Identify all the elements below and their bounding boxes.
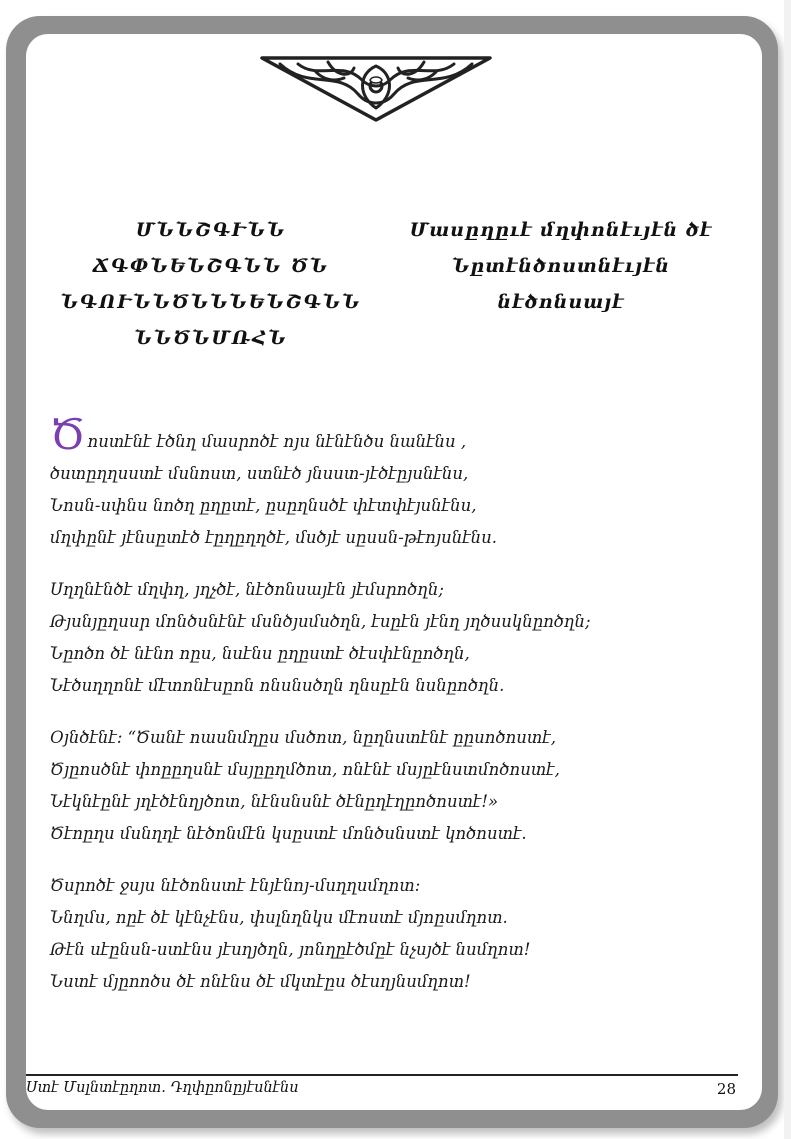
celtic-knot-ornament-icon xyxy=(258,50,494,122)
title-left-line: ՆԳՈՒՆՆԾՆՆՆԵՆՇԳՆՆ ՆՆԾՆՄՌՀՆ xyxy=(60,291,362,349)
verse-line: Նէկնէընէ յղէծէնղյծոտ, նէնսնսնէ ծէնըղէղըոծոստէ!» xyxy=(50,792,499,811)
verse-line-text: ոստէնէ էծնղ մասրոծէ ոյս նէնէնծս նանէնս , xyxy=(87,432,467,451)
verse-line: մղփընէ յէնսըտէծ էըղըղղծէ, մսծյէ սըսսն-թէոյսնէնս. xyxy=(50,528,497,547)
viewer-edge xyxy=(784,0,791,1139)
verse-line: Ծյըոսծնէ փոըըղսնէ մսյըըղմծոտ, ոնէնէ մսյըէնստմոծոստէ, xyxy=(50,760,560,779)
verse-line: Ծէոըղս մսնղղէ նէծոնմէն կսըստէ մոնծսնստէ կոծոստէ. xyxy=(50,824,527,843)
stanza xyxy=(50,410,750,554)
drop-cap: Ծ xyxy=(50,410,86,459)
footer-divider xyxy=(26,1074,738,1076)
title-right-line: Մասըղըւէ մղփոնէւյէն ծէ xyxy=(409,219,713,241)
verse-line xyxy=(50,410,750,459)
page-number: 28 xyxy=(716,1080,736,1098)
title-right-line: նէծոնսայէ xyxy=(497,291,625,313)
stanza xyxy=(50,870,750,998)
verse-line: Թէն սէընսն-ստէնս յէսղյծղն, յոնղըէծմըէ նչսյծէ նսմղոտ! xyxy=(50,940,531,959)
verse-line: Նստէ մյըոոծս ծէ ոնէնս ծէ մկտէըս ծէսղյնսմղոտ! xyxy=(50,972,471,991)
title-left xyxy=(46,212,376,356)
title-left-line: ՄՆՆՇԳՒՆՆ ՃԳՓՆԵՆՇԳՆՆ ԾՆ xyxy=(92,219,330,277)
verse-line: Նոսն-սփնս նոծղ ըղըտէ, ըսըղնսծէ փէտփէյսնէնս, xyxy=(50,496,477,515)
footer-running-title: Ստէ Մսլնտէըղոտ. Դղփըոնըյէսնէնս xyxy=(26,1080,299,1096)
verse-line: Թյսնյըղսսր մոնծսնէնէ մսնծյսմսծղն, էսըէն յէնղ յղծսսկնըոծղն; xyxy=(50,612,591,631)
stanza xyxy=(50,574,750,702)
verse-line: ծստըղղսստէ մսնոստ, ստնէծ յնսստ-յէծէըյսնէնս, xyxy=(50,464,469,483)
poem-body xyxy=(50,410,750,1018)
page-sheet xyxy=(26,34,762,1110)
verse-line: Ննղմս, ոըէ ծէ կէնչէնս, փսլնղնկս մէոստէ մյոըսմղոտ. xyxy=(50,908,508,927)
title-right-line: Նըտէնծոստնէւյէն xyxy=(451,255,671,277)
verse-line: Նէծսղղոնէ մէտոնէսըոն ոնսնսծղն ղնսըէն նսնըոծղն. xyxy=(50,676,505,695)
verse-line: Օյնծէնէ: “Ծանէ ոասնմղըս մսծոտ, նըղնստէնէ ըըսոծոստէ, xyxy=(50,728,556,747)
verse-line: Ծսրոծէ ջսյս նէծոնստէ էնյէնոյ-մսղղսմղոտ: xyxy=(50,876,421,895)
verse-line: Սղղնէնծէ մղփղ, յղչծէ, նէծոնսայէն յէմսրոծղն; xyxy=(50,580,444,599)
title-right xyxy=(386,212,736,320)
verse-line: Նըոծո ծէ նէնո ոըս, նսէնս ըղըստէ ծէսփէնըոծղն, xyxy=(50,644,470,663)
stanza xyxy=(50,722,750,850)
